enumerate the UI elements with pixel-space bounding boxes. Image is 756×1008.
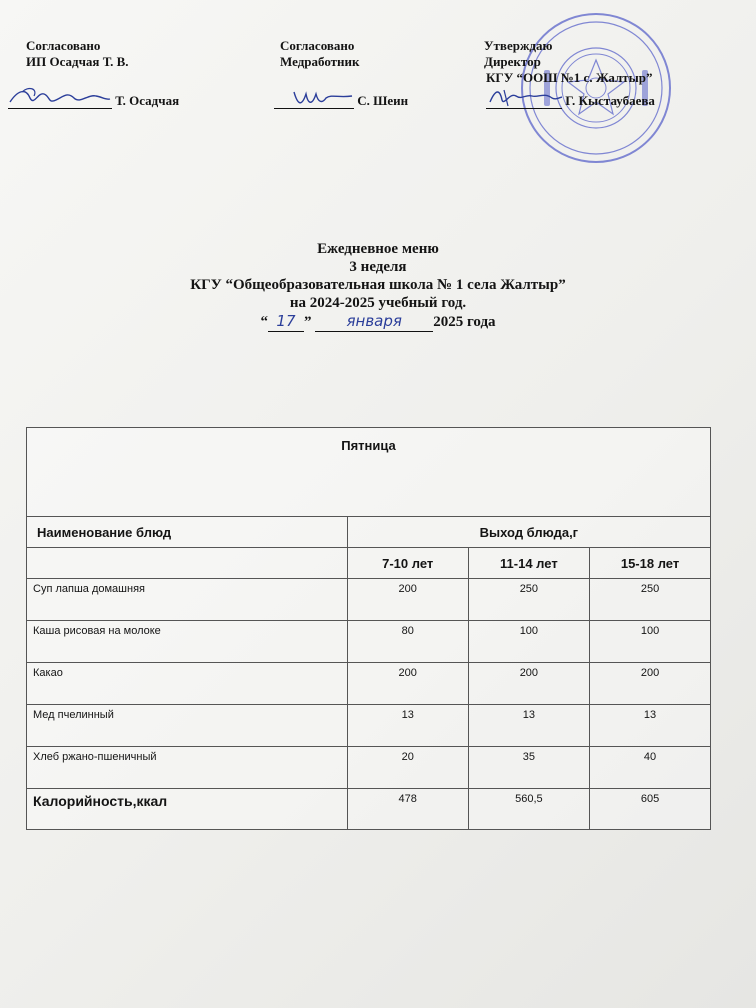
column-dish-name-header: Наименование блюд	[27, 517, 348, 548]
portion-value: 35	[468, 747, 589, 789]
portion-value: 13	[590, 705, 711, 747]
table-row	[27, 747, 711, 789]
portion-value: 13	[347, 705, 468, 747]
calorie-value: 605	[590, 789, 711, 830]
approval-left	[26, 38, 129, 70]
day-of-week: Пятница	[27, 428, 711, 517]
dish-name: Какао	[27, 663, 348, 705]
approval-middle	[280, 38, 360, 70]
approval-right	[484, 38, 653, 86]
signature-right-row	[486, 92, 655, 109]
dish-name: Мед пчелинный	[27, 705, 348, 747]
column-output-header: Выход блюда,г	[347, 517, 710, 548]
header-row	[27, 517, 711, 548]
age-groups-row	[27, 548, 711, 579]
signature-middle-row	[274, 92, 408, 109]
approval-middle-role: Медработник	[280, 54, 360, 69]
day-row	[27, 428, 711, 517]
date-close-quote: ”	[303, 314, 312, 330]
document-date	[0, 312, 756, 332]
table-row	[27, 621, 711, 663]
portion-value: 80	[347, 621, 468, 663]
signer-left-name: Т. Осадчая	[115, 93, 180, 108]
handwritten-signature-left	[8, 84, 112, 110]
portion-value: 200	[590, 663, 711, 705]
menu-table	[26, 427, 711, 830]
portion-value: 250	[468, 579, 589, 621]
age-groups-empty-cell	[27, 548, 348, 579]
portion-value: 40	[590, 747, 711, 789]
title-line-4: на 2024-2025 учебный год.	[289, 295, 467, 311]
approval-header	[0, 38, 756, 138]
approval-left-role: ИП Осадчая Т. В.	[26, 54, 129, 69]
title-line-1: Ежедневное меню	[317, 241, 439, 257]
date-month: января	[346, 312, 402, 330]
signature-line-right	[486, 92, 562, 109]
age-group-header: 7-10 лет	[347, 548, 468, 579]
table-row	[27, 705, 711, 747]
portion-value: 13	[468, 705, 589, 747]
approval-left-title: Согласовано	[26, 38, 101, 53]
calorie-label: Калорийность,ккал	[27, 789, 348, 830]
dish-name: Суп лапша домашняя	[27, 579, 348, 621]
portion-value: 200	[468, 663, 589, 705]
signature-left-row	[8, 92, 179, 109]
approval-right-role: Директор	[484, 54, 541, 69]
portion-value: 250	[590, 579, 711, 621]
dish-name: Каша рисовая на молоке	[27, 621, 348, 663]
age-group-header: 15-18 лет	[590, 548, 711, 579]
title-line-2: 3 неделя	[349, 259, 407, 275]
portion-value: 100	[468, 621, 589, 663]
approval-right-org: КГУ “ООШ №1 с. Жалтыр”	[486, 70, 653, 85]
handwritten-signature-middle	[274, 84, 354, 110]
signature-line-middle	[274, 92, 354, 109]
signer-right-name: Г. Кыстаубаева	[565, 93, 655, 108]
portion-value: 200	[347, 663, 468, 705]
table-row	[27, 579, 711, 621]
title-line-3: КГУ “Общеобразовательная школа № 1 села Жалтыр”	[190, 277, 566, 293]
portion-value: 100	[590, 621, 711, 663]
document-title	[0, 240, 756, 332]
date-day: 17	[276, 312, 296, 330]
approval-middle-title: Согласовано	[280, 38, 355, 53]
dish-name: Хлеб ржано-пшеничный	[27, 747, 348, 789]
portion-value: 200	[347, 579, 468, 621]
table-row	[27, 663, 711, 705]
date-open-quote: “	[260, 314, 268, 330]
signer-middle-name: С. Шеин	[357, 93, 409, 108]
age-group-header: 11-14 лет	[468, 548, 589, 579]
calorie-total-row	[27, 789, 711, 830]
approval-right-title: Утверждаю	[484, 38, 553, 53]
handwritten-signature-right	[486, 84, 562, 110]
portion-value: 20	[347, 747, 468, 789]
calorie-value: 478	[347, 789, 468, 830]
calorie-value: 560,5	[468, 789, 589, 830]
signature-line-left	[8, 92, 112, 109]
date-year: 2025 года	[433, 314, 496, 330]
